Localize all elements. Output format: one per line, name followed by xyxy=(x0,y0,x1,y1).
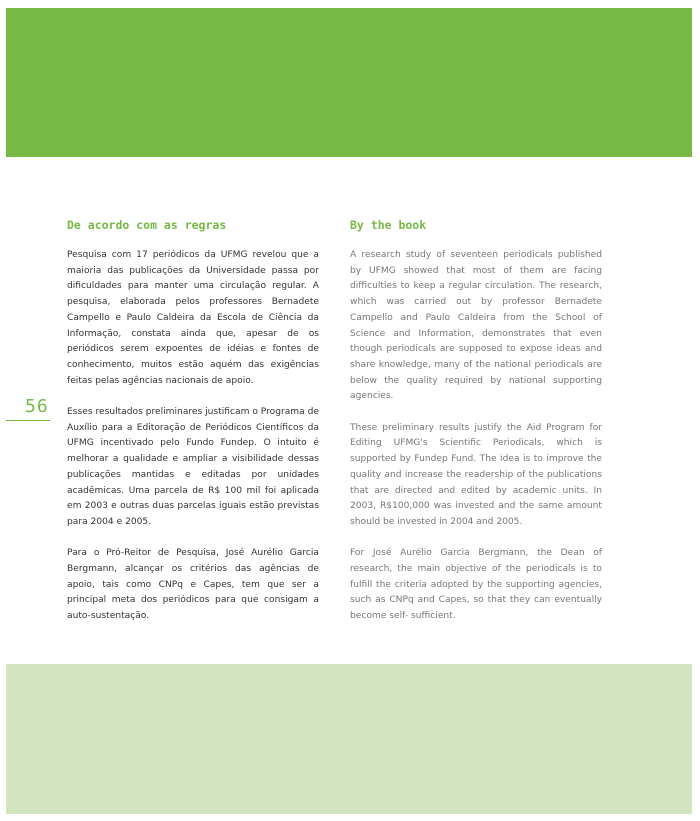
english-heading: By the book xyxy=(350,218,427,232)
english-column xyxy=(350,218,602,641)
bottom-light-green-band xyxy=(6,664,692,814)
page-number-rule xyxy=(6,420,50,421)
portuguese-paragraph: Esses resultados preliminares justificam o Programa de Auxílio para a Editoração de Periódicos Científicos da UFMG incentivado pelo Fundo Fundep. O intuito é melhorar a qualidade e ampliar a visibilidade dessas publicações mantidas e editadas por unidades acadêmicas. Uma parcela de R$ 100 mil foi aplicada em 2003 e outras duas parcelas iguais estão previstas para 2004 e 2005. xyxy=(67,407,319,527)
portuguese-paragraph: Pesquisa com 17 periódicos da UFMG revelou que a maioria das publicações da Universidade passa por dificuldades para manter uma circulação regular. A pesquisa, elaborada pelos professores Bernadete Campello e Paulo Caldeira da Escola de Ciência da Informação, constata ainda que, apesar de os periódicos serem expoentes de idéias e fontes de conhecimento, muitos estão aquém das exigências feitas pelas agências nacionais de apoio. xyxy=(67,250,319,386)
top-green-band xyxy=(6,8,692,157)
english-paragraph: For José Aurélio Garcia Bergmann, the Dean of research, the main objective of the periodicals is to fulfill the criteria adopted by the supporting agencies, such as CNPq and Capes, so that they can eventually become self- sufficient. xyxy=(350,548,602,622)
portuguese-paragraph: Para o Pró-Reitor de Pesquisa, José Aurélio Garcia Bergmann, alcançar os critérios das agências de apoio, tais como CNPq e Capes, tem que ser a principal meta dos periódicos para que consigam a auto-sustentação. xyxy=(67,548,319,622)
portuguese-heading: De acordo com as regras xyxy=(67,218,227,232)
english-paragraph: A research study of seventeen periodicals published by UFMG showed that most of them are facing difficulties to keep a regular circulation. The research, which was carried out by professor Bernadete Campello and Paulo Caldeira from the School of Science and Information, demonstrates that even though periodicals are supposed to expose ideas and share knowledge, many of the national periodicals are below the quality required by national supporting agencies. xyxy=(350,250,602,402)
english-paragraph: These preliminary results justify the Aid Program for Editing UFMG's Scientific Periodicals, which is supported by Fundep Fund. The idea is to improve the quality and increase the readership of the publications that are directed and edited by academic units. In 2003, R$100,000 was invested and the same amount should be invested in 2004 and 2005. xyxy=(350,422,602,527)
page-number: 56 xyxy=(25,396,49,417)
portuguese-column xyxy=(67,218,319,641)
